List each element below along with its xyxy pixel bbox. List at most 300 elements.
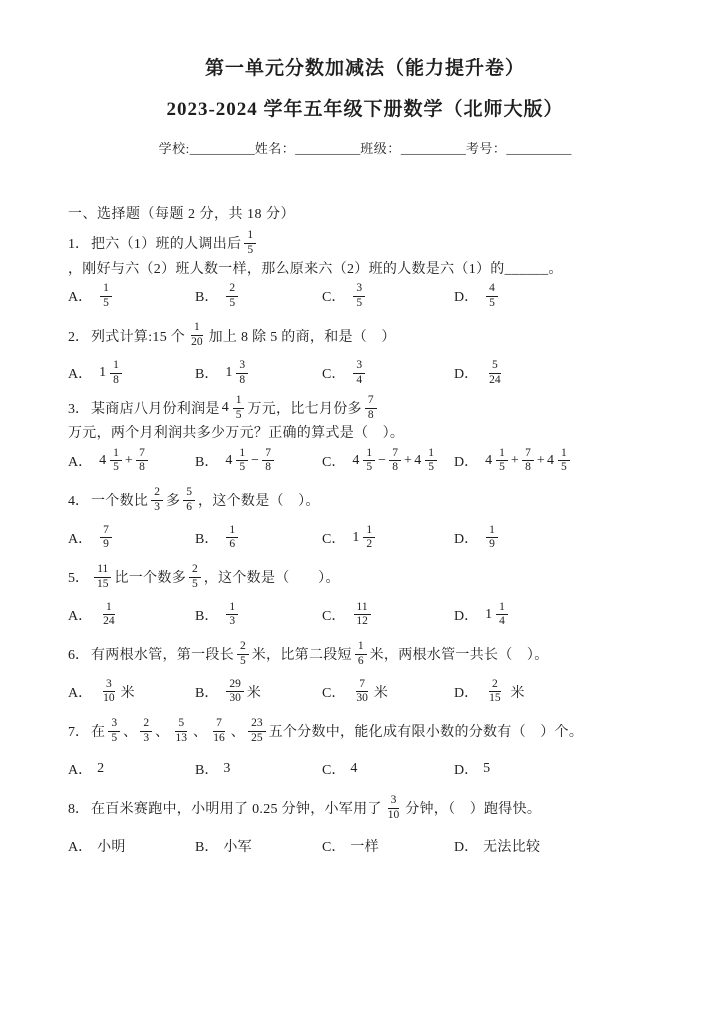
page-subtitle: 2023-2024 学年五年级下册数学（北师大版） — [166, 98, 564, 120]
option-value — [223, 447, 277, 476]
fraction-denominator: 4 — [499, 615, 505, 628]
question-options — [68, 442, 662, 479]
question-options — [68, 596, 662, 633]
fraction-denominator: 8 — [113, 373, 119, 386]
question-number: 4． — [68, 494, 89, 510]
fraction-numerator: 1 — [226, 524, 238, 539]
option-label: C． — [322, 762, 346, 778]
fraction — [522, 447, 534, 476]
fraction-numerator: 3 — [236, 359, 248, 374]
fraction-numerator: 7 — [365, 394, 377, 409]
info-field — [360, 138, 466, 157]
question-options — [68, 355, 662, 392]
option-label: B． — [195, 367, 219, 383]
option — [195, 447, 322, 476]
fraction-numerator: 7 — [100, 524, 112, 539]
text-segment: 米，两根水管一共长（ ）。 — [369, 648, 549, 664]
fraction — [353, 678, 371, 707]
fraction-numerator: 11 — [354, 601, 371, 616]
fraction-numerator: 1 — [100, 282, 112, 297]
option-label: D． — [454, 762, 479, 778]
option-value — [483, 761, 490, 777]
question-options — [68, 278, 662, 315]
option-value — [97, 282, 115, 311]
option-value — [97, 678, 135, 707]
option-value — [97, 447, 151, 476]
text-segment: 加上 8 除 5 的商，和是（ ） — [208, 329, 396, 345]
option-label: B． — [195, 685, 219, 701]
fraction-denominator: 24 — [103, 615, 115, 628]
text-segment: 某商店八月份利润是 — [91, 402, 220, 418]
option — [195, 524, 322, 553]
fraction-numerator: 3 — [108, 717, 120, 732]
option-label: C． — [322, 290, 346, 306]
option-label: C． — [322, 454, 346, 470]
fraction-denominator: 5 — [111, 731, 118, 744]
text-segment: 4 — [350, 760, 358, 776]
fraction-denominator: 8 — [367, 408, 374, 421]
text-segment: 米 — [246, 685, 262, 701]
text-segment: 小军 — [223, 839, 252, 855]
question — [68, 394, 662, 480]
fraction-numerator: 5 — [489, 359, 501, 374]
info-label: 姓名： — [254, 141, 296, 157]
fraction — [210, 717, 228, 746]
fraction-numerator: 11 — [94, 563, 111, 578]
fraction-denominator: 5 — [489, 296, 495, 309]
fraction-numerator: 29 — [226, 678, 244, 693]
fraction — [365, 394, 377, 423]
text-segment: 2 — [97, 760, 105, 776]
option — [454, 359, 662, 388]
option-value — [483, 524, 501, 553]
fraction — [486, 524, 498, 553]
text-segment: ，刚好与六（2）班人数一样，那么原来六（2）班的人数是六（1）的______。 — [68, 261, 563, 277]
text-segment: 一样 — [350, 839, 379, 855]
question-number: 8． — [68, 802, 89, 818]
question-stem — [68, 712, 662, 750]
option-value — [350, 836, 379, 856]
fraction-denominator: 4 — [356, 373, 363, 386]
info-blank: __________ — [506, 141, 572, 157]
mixed-number-whole: 4 — [221, 400, 229, 416]
fraction — [353, 601, 371, 630]
fraction-numerator: 2 — [489, 678, 501, 693]
fraction — [385, 794, 403, 823]
fraction — [100, 282, 112, 311]
fraction-numerator: 1 — [103, 601, 115, 616]
question — [68, 229, 662, 315]
option-label: D． — [454, 290, 479, 306]
fraction — [189, 563, 201, 592]
info-field — [466, 138, 572, 157]
fraction-denominator: 8 — [265, 461, 272, 474]
option-label: D． — [454, 367, 479, 383]
fraction-denominator: 6 — [229, 538, 236, 551]
question-options — [68, 519, 662, 556]
fraction — [140, 717, 152, 746]
question-options — [68, 827, 662, 864]
option — [195, 282, 322, 311]
mixed-number-whole: 1 — [225, 365, 233, 381]
text-segment: + — [536, 452, 546, 468]
fraction-numerator: 2 — [140, 717, 152, 732]
fraction-denominator: 30 — [356, 692, 368, 705]
fraction-denominator: 5 — [240, 654, 246, 667]
text-segment: 比一个数多 — [114, 571, 186, 587]
question-stem — [68, 558, 662, 596]
text-segment: ，这个数是（ ）。 — [203, 571, 340, 587]
text-segment: 米 — [373, 685, 389, 701]
text-segment: 把六（1）班的人调出后 — [91, 237, 242, 253]
question-number: 3． — [68, 402, 89, 418]
question-stem — [68, 481, 662, 519]
option-value — [223, 359, 251, 388]
info-label: 学校: — [158, 141, 190, 157]
option-value — [350, 447, 440, 476]
fraction-denominator: 6 — [186, 500, 193, 513]
option-label: D． — [454, 454, 479, 470]
fraction — [236, 359, 248, 388]
option-value — [350, 524, 378, 553]
option-label: C． — [322, 367, 346, 383]
text-segment: 有两根水管，第一段长 — [91, 648, 234, 664]
fraction-numerator: 5 — [175, 717, 187, 732]
fraction-denominator: 5 — [192, 577, 198, 590]
fraction — [226, 524, 238, 553]
fraction-denominator: 5 — [239, 461, 246, 474]
fraction-denominator: 5 — [235, 408, 242, 421]
info-label: 考号： — [465, 141, 507, 157]
option-value — [223, 282, 241, 311]
text-segment: 、 — [230, 725, 246, 741]
option-label: A． — [68, 762, 93, 778]
text-segment: 、 — [123, 725, 138, 741]
fraction-denominator: 10 — [387, 808, 400, 821]
fraction — [248, 717, 266, 746]
option-value — [350, 761, 357, 777]
text-segment: 米，比第二段短 — [251, 648, 352, 664]
question-number: 7． — [68, 725, 89, 741]
question-stem — [68, 635, 662, 673]
fraction-denominator: 9 — [103, 538, 109, 551]
fraction — [262, 447, 274, 476]
fraction-numerator: 7 — [136, 447, 148, 462]
questions — [68, 229, 662, 864]
option-value — [483, 282, 501, 311]
option-value — [97, 836, 126, 856]
mixed-number-whole: 4 — [99, 452, 107, 468]
fraction-numerator: 1 — [363, 447, 375, 462]
page-title: 第一单元分数加减法（能力提升卷） — [204, 58, 525, 79]
option-label: D． — [454, 531, 479, 547]
fraction-denominator: 2 — [366, 538, 373, 551]
fraction-denominator: 8 — [392, 461, 399, 474]
fraction-denominator: 13 — [175, 731, 187, 744]
fraction-numerator: 7 — [262, 447, 274, 462]
fraction-numerator: 1 — [363, 524, 375, 539]
fraction — [94, 563, 112, 592]
option-value — [483, 601, 511, 630]
option — [68, 678, 195, 707]
mixed-number-whole: 1 — [352, 529, 360, 545]
option-value — [97, 761, 104, 777]
option — [322, 678, 454, 707]
fraction — [172, 717, 190, 746]
fraction-denominator: 20 — [191, 336, 203, 349]
fraction-numerator: 1 — [486, 524, 498, 539]
fraction-numerator: 1 — [496, 601, 508, 616]
fraction-denominator: 5 — [103, 296, 109, 309]
option-label: C． — [322, 839, 346, 855]
fraction — [486, 359, 504, 388]
text-segment: 在 — [91, 725, 106, 741]
fraction — [496, 447, 508, 476]
option-label: A． — [68, 685, 93, 701]
option-value — [223, 761, 230, 777]
fraction — [558, 447, 570, 476]
option — [195, 759, 322, 779]
fraction — [486, 282, 498, 311]
fraction-numerator: 23 — [248, 717, 266, 732]
fraction-numerator: 1 — [226, 601, 238, 616]
option-value — [223, 836, 252, 856]
fraction — [100, 524, 112, 553]
fraction-denominator: 6 — [357, 654, 364, 667]
question — [68, 558, 662, 633]
info-field — [255, 138, 361, 157]
fraction-numerator: 2 — [237, 640, 249, 655]
fraction-denominator: 25 — [251, 731, 263, 744]
fraction-denominator: 5 — [113, 461, 119, 474]
info-blank: __________ — [400, 141, 466, 157]
info-label: 班级： — [360, 141, 401, 157]
option-label: A． — [68, 454, 93, 470]
fraction-denominator: 24 — [489, 373, 501, 386]
text-segment: 、 — [155, 725, 170, 741]
option — [322, 359, 454, 388]
fraction — [389, 447, 401, 476]
question — [68, 789, 662, 864]
text-segment: 米 — [120, 685, 135, 701]
text-segment: 万元，两个月利润共多少万元？正确的算式是（ ）。 — [68, 426, 405, 442]
fraction — [136, 447, 148, 476]
text-segment: + — [510, 452, 520, 468]
text-segment: + — [404, 452, 413, 468]
fraction-numerator: 1 — [233, 394, 245, 409]
mixed-number-whole: 4 — [547, 452, 555, 468]
fraction-denominator: 5 — [247, 243, 254, 256]
option-value — [97, 359, 125, 388]
fraction-numerator: 1 — [236, 447, 248, 462]
option — [68, 601, 195, 630]
mixed-number-whole: 4 — [352, 452, 360, 468]
option — [322, 282, 454, 311]
info-field — [159, 138, 255, 157]
fraction-denominator: 5 — [356, 296, 363, 309]
option — [195, 836, 322, 856]
option — [454, 524, 662, 553]
option-label: B． — [195, 454, 219, 470]
fraction-numerator: 2 — [189, 563, 201, 578]
fraction — [226, 282, 238, 311]
fraction-numerator: 2 — [151, 486, 163, 501]
question-stem — [68, 229, 662, 278]
section-heading: 一、选择题（每题 2 分，共 18 分） — [68, 207, 295, 223]
text-segment: 无法比较 — [483, 839, 541, 855]
fraction-denominator: 8 — [139, 461, 145, 474]
question — [68, 481, 662, 556]
option-label: B． — [195, 762, 219, 778]
text-segment: + — [124, 452, 134, 468]
question-stem — [68, 789, 662, 827]
option — [454, 759, 662, 779]
fraction-numerator: 1 — [110, 359, 122, 374]
question-number: 5． — [68, 571, 89, 587]
text-segment: − — [251, 452, 260, 468]
text-segment: ，这个数是（ ）。 — [198, 494, 320, 510]
fraction-numerator: 1 — [244, 229, 256, 244]
mixed-number-whole: 1 — [485, 606, 493, 622]
mixed-number-whole: 4 — [485, 452, 493, 468]
fraction-numerator: 5 — [183, 486, 195, 501]
option — [68, 447, 195, 476]
fraction-denominator: 8 — [239, 373, 246, 386]
option-label: B． — [195, 608, 219, 624]
fraction-denominator: 12 — [356, 615, 368, 628]
info-fields — [68, 138, 662, 157]
option-value — [483, 678, 525, 707]
option — [454, 282, 662, 311]
fraction-denominator: 5 — [428, 461, 434, 474]
option — [68, 836, 195, 856]
text-segment: 3 — [223, 760, 231, 776]
option-label: A． — [68, 531, 93, 547]
question-number: 2． — [68, 329, 89, 345]
fraction-numerator: 1 — [558, 447, 570, 462]
fraction-numerator: 1 — [191, 321, 203, 336]
option-label: B． — [195, 290, 219, 306]
question — [68, 712, 662, 787]
option-value — [350, 359, 368, 388]
fraction — [110, 447, 122, 476]
fraction — [353, 282, 365, 311]
fraction-numerator: 3 — [353, 282, 365, 297]
fraction-denominator: 10 — [103, 692, 115, 705]
fraction — [425, 447, 437, 476]
mixed-number-whole: 4 — [225, 452, 233, 468]
question-options — [68, 673, 662, 710]
option-value — [483, 836, 540, 856]
text-segment: 五个分数中，能化成有限小数的分数有（ ）个。 — [268, 725, 584, 741]
text-segment: 小明 — [97, 839, 126, 855]
option — [322, 601, 454, 630]
fraction-numerator: 1 — [425, 447, 437, 462]
option — [195, 359, 322, 388]
text-segment: − — [378, 452, 387, 468]
fraction — [226, 678, 244, 707]
option-label: C． — [322, 531, 346, 547]
fraction — [183, 486, 195, 515]
option — [68, 759, 195, 779]
fraction-denominator: 3 — [229, 615, 236, 628]
question-stem — [68, 317, 662, 355]
question-options — [68, 750, 662, 787]
option — [454, 836, 662, 856]
question — [68, 317, 662, 392]
fraction-numerator: 1 — [496, 447, 508, 462]
option-label: A． — [68, 839, 93, 855]
question-number: 6． — [68, 648, 89, 664]
fraction-denominator: 15 — [97, 577, 109, 590]
info-blank: __________ — [189, 141, 255, 157]
option — [322, 759, 454, 779]
fraction-denominator: 5 — [229, 296, 236, 309]
fraction — [100, 678, 118, 707]
option — [322, 836, 454, 856]
option-label: A． — [68, 608, 93, 624]
option — [454, 678, 662, 707]
mixed-number-whole: 1 — [99, 365, 107, 381]
fraction-denominator: 8 — [525, 461, 531, 474]
info-blank: __________ — [295, 141, 361, 157]
text-segment: 米 — [506, 685, 525, 701]
fraction — [244, 229, 256, 258]
fraction-denominator: 15 — [489, 692, 501, 705]
fraction-numerator: 1 — [110, 447, 122, 462]
fraction-numerator: 7 — [389, 447, 401, 462]
fraction-denominator: 3 — [154, 500, 160, 513]
fraction-numerator: 7 — [356, 678, 368, 693]
fraction-numerator: 1 — [355, 640, 367, 655]
option — [68, 282, 195, 311]
text-segment: 万元，比七月份多 — [247, 402, 362, 418]
fraction — [108, 717, 120, 746]
option — [454, 447, 662, 476]
fraction — [226, 601, 238, 630]
option — [454, 601, 662, 630]
fraction-denominator: 9 — [489, 538, 495, 551]
option-label: D． — [454, 685, 479, 701]
option-label: A． — [68, 367, 93, 383]
option — [322, 447, 454, 476]
option-value — [350, 601, 374, 630]
fraction — [353, 359, 365, 388]
text-segment: 一个数比 — [91, 494, 149, 510]
mixed-number-whole: 4 — [414, 452, 422, 468]
option — [322, 524, 454, 553]
option-label: C． — [322, 608, 346, 624]
fraction-numerator: 3 — [353, 359, 365, 374]
fraction — [110, 359, 122, 388]
fraction — [363, 447, 375, 476]
option — [68, 524, 195, 553]
option-value — [483, 359, 507, 388]
option-value — [97, 524, 115, 553]
fraction — [496, 601, 508, 630]
fraction-numerator: 3 — [103, 678, 115, 693]
option — [68, 359, 195, 388]
fraction — [236, 447, 248, 476]
option-value — [223, 601, 241, 630]
fraction-denominator: 5 — [561, 461, 567, 474]
option-value — [483, 447, 573, 476]
fraction-denominator: 30 — [229, 692, 241, 705]
option-label: B． — [195, 839, 219, 855]
fraction-denominator: 5 — [366, 461, 373, 474]
text-segment: 5 — [483, 760, 491, 776]
option-value — [97, 601, 121, 630]
